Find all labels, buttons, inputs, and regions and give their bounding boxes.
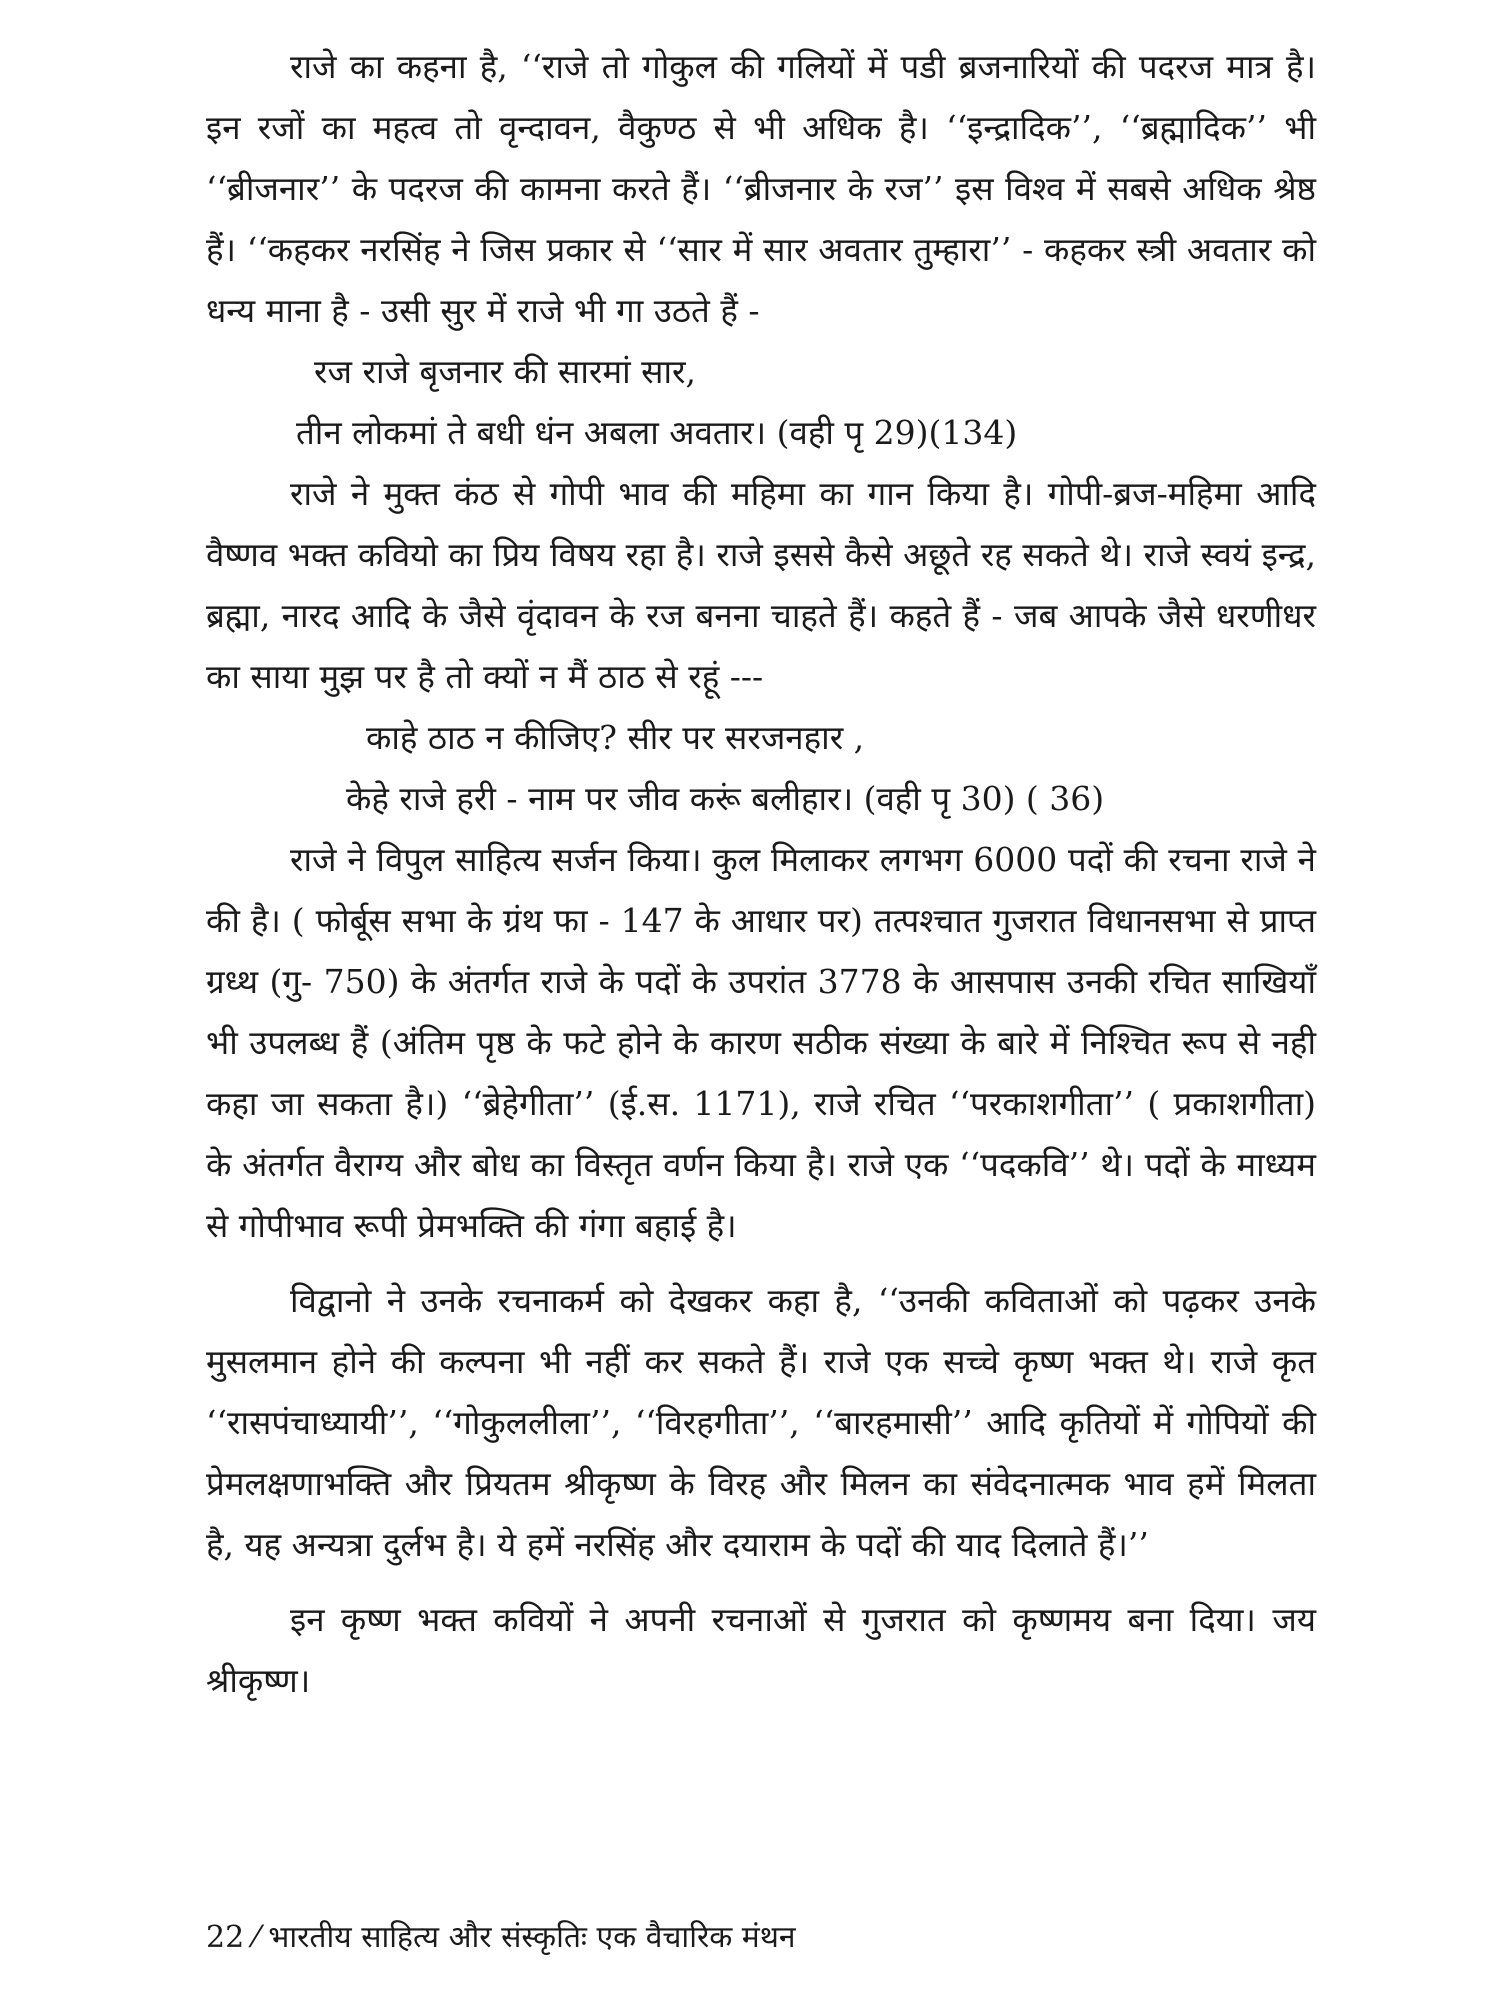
verse-1-line-1: रज राजे बृजनार की सारमां सार, [314,352,697,391]
paragraph-3: राजे ने विपुल साहित्य सर्जन किया। कुल मिलाकर लगभग 6000 पदों की रचना राजे ने की है। ( फोर्बूस सभा के ग्रंथ फा - 147 के आधार पर) तत्पश्चात गुजरात विधानसभा से प्राप्त ग्रध्थ (गु- 750) के अंतर्गत राजे के पदों के उपरांत 3778 के आसपास उनकी रचित साखियाँ भी उपलब्ध हैं (अंतिम पृष्ठ के फटे होने के कारण सठीक संख्या के बारे में निश्चित रूप से नही कहा जा सकता है।) ‘‘ब्रेहेगीता’’ (ई.स. 1171), राजे रचित ‘‘परकाशगीता’’ ( प्रकाशगीता) के अंतर्गत वैराग्य और बोध का विस्तृत वर्णन किया है। राजे एक ‘‘पदकवि’’ थे। पदों के माध्यम से गोपीभाव रूपी प्रेमभक्ति की गंगा बहाई है। [206,840,1316,1245]
verse-2-line-2: केहे राजे हरी - नाम पर जीव करूं बलीहार। (वही पृ 30) ( 36) [346,779,1105,818]
paragraph-1: राजे का कहना है, ‘‘राजे तो गोकुल की गलियों में पडी ब्रजनारियों की पदरज मात्र है। इन रजों का महत्व तो वृन्दावन, वैकुण्ठ से भी अधिक है। ‘‘इन्द्रादिक’’, ‘‘ब्रह्मादिक’’ भी ‘‘ब्रीजनार’’ के पदरज की कामना करते हैं। ‘‘ब्रीजनार के रज’’ इस विश्व में सबसे अधिक श्रेष्ठ हैं। ‘‘कहकर नरसिंह ने जिस प्रकार से ‘‘सार में सार अवतार तुम्हारा’’ - कहकर स्त्री अवतार को धन्य माना है - उसी सुर में राजे भी गा उठते हैं - [206,47,1316,330]
body-text [206,36,1316,1711]
paragraph-5: इन कृष्ण भक्त कवियों ने अपनी रचनाओं से गुजरात को कृष्णमय बना दिया। जय श्रीकृष्ण। [206,1600,1316,1700]
paragraph-2: राजे ने मुक्त कंठ से गोपी भाव की महिमा का गान किया है। गोपी-ब्रज-महिमा आदि वैष्णव भक्त कवियो का प्रिय विषय रहा है। राजे इससे कैसे अछूते रह सकते थे। राजे स्वयं इन्द्र, ब्रह्मा, नारद आदि के जैसे वृंदावन के रज बनना चाहते हैं। कहते हैं - जब आपके जैसे धरणीधर का साया मुझ पर है तो क्यों न मैं ठाठ से रहूं --- [206,474,1316,696]
page-footer: 22 ⁄ भारतीय साहित्य और संस्कृतिः एक वैचारिक मंथन [206,1920,796,1955]
paragraph-4: विद्वानो ने उनके रचनाकर्म को देखकर कहा है, ‘‘उनकी कविताओं को पढ़कर उनके मुसलमान होने की कल्पना भी नहीं कर सकते हैं। राजे एक सच्चे कृष्ण भक्त थे। राजे कृत ‘‘रासपंचाध्यायी’’, ‘‘गोकुललीला’’, ‘‘विरहगीता’’, ‘‘बारहमासी’’ आदि कृतियों में गोपियों की प्रेमलक्षणाभक्ति और प्रियतम श्रीकृष्ण के विरह और मिलन का संवेदनात्मक भाव हमें मिलता है, यह अन्यत्रा दुर्लभ है। ये हमें नरसिंह और दयाराम के पदों की याद दिलाते हैं।’’ [206,1281,1316,1564]
verse-2-line-1: काहे ठाठ न कीजिए? सीर पर सरजनहार , [366,718,865,757]
verse-1-line-2: तीन लोकमां ते बधी धंन अबला अवतार। (वही पृ 29)(134) [296,413,1018,452]
